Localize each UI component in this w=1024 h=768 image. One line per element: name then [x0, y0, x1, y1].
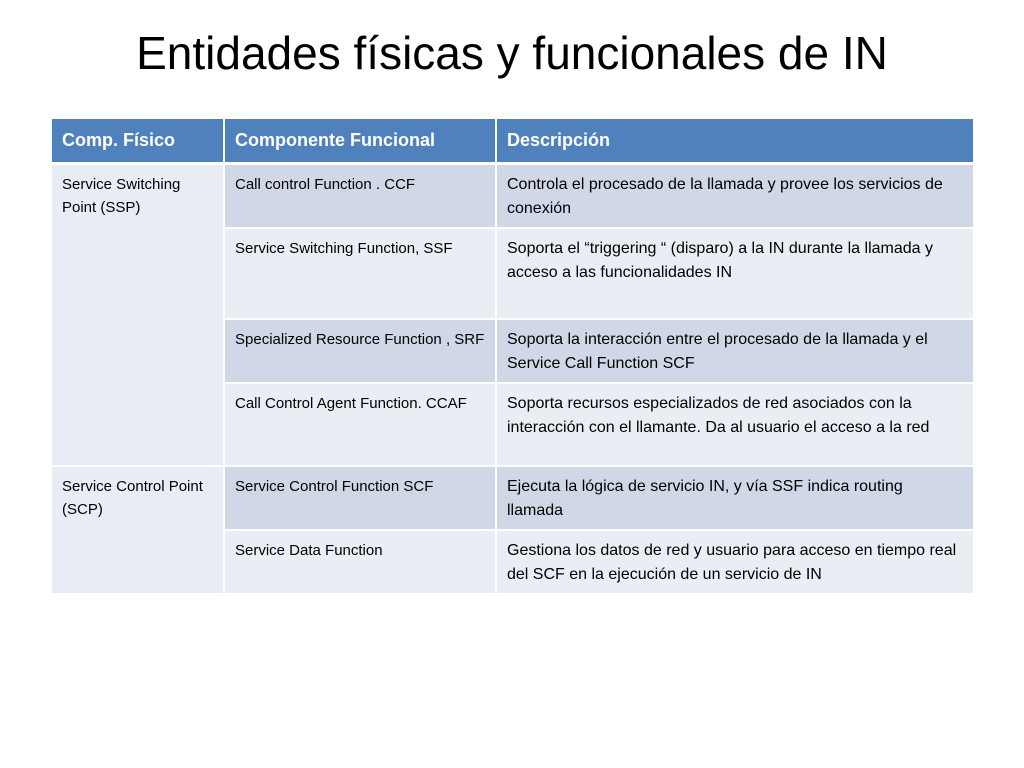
description-cell: Controla el procesado de la llamada y provee los servicios de conexión: [496, 163, 973, 228]
description-cell: Gestiona los datos de red y usuario para acceso en tiempo real del SCF en la ejecución de un servicio de IN: [496, 530, 973, 594]
functional-component-cell: Service Control Function SCF: [224, 466, 496, 530]
table-header-row: [52, 119, 973, 163]
description-cell: Soporta la interacción entre el procesado de la llamada y el Service Call Function SCF: [496, 319, 973, 383]
header-physical-component: Comp. Físico: [52, 119, 224, 163]
functional-component-cell: Call Control Agent Function. CCAF: [224, 383, 496, 466]
description-cell: Soporta recursos especializados de red asociados con la interacción con el llamante. Da al usuario el acceso a la red: [496, 383, 973, 466]
functional-component-cell: Service Switching Function, SSF: [224, 228, 496, 319]
physical-component-ssp: Service Switching Point (SSP): [52, 163, 224, 466]
table-row: [52, 163, 973, 228]
slide-title: Entidades físicas y funcionales de IN: [136, 27, 888, 79]
header-description: Descripción: [496, 119, 973, 163]
description-cell: Ejecuta la lógica de servicio IN, y vía SSF indica routing llamada: [496, 466, 973, 530]
functional-component-cell: Call control Function . CCF: [224, 163, 496, 228]
functional-component-cell: Service Data Function: [224, 530, 496, 594]
table-row: [52, 466, 973, 530]
functional-component-cell: Specialized Resource Function , SRF: [224, 319, 496, 383]
description-cell: Soporta el “triggering “ (disparo) a la IN durante la llamada y acceso a las funcionalidades IN: [496, 228, 973, 319]
physical-component-scp: Service Control Point (SCP): [52, 466, 224, 594]
header-functional-component: Componente Funcional: [224, 119, 496, 163]
entities-table: [52, 119, 973, 595]
